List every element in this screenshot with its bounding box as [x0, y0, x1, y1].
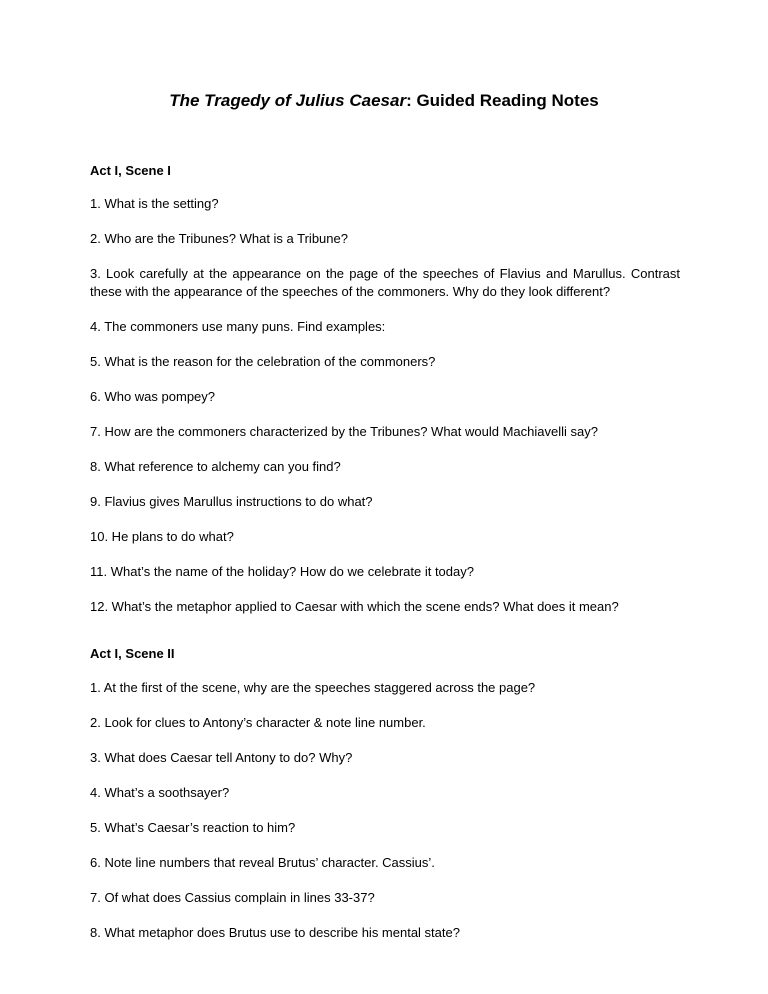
question-item: 8. What metaphor does Brutus use to describe his mental state? [90, 925, 460, 940]
question-item: 7. Of what does Cassius complain in lines 33-37? [90, 890, 375, 905]
question-item: 4. What’s a soothsayer? [90, 785, 230, 800]
question-item: 3. Look carefully at the appearance on the page of the speeches of Flavius and Marullus. Contrast these with the appearance of the speeches of the commoners. Why do they look different? [90, 266, 680, 299]
question-item: 2. Look for clues to Antony’s character & note line number. [90, 715, 426, 730]
question-item: 11. What’s the name of the holiday? How do we celebrate it today? [90, 564, 474, 579]
title-rest: : Guided Reading Notes [406, 91, 599, 110]
question-item: 5. What’s Caesar’s reaction to him? [90, 820, 296, 835]
question-item: 10. He plans to do what? [90, 529, 234, 544]
question-item: 7. How are the commoners characterized by the Tribunes? What would Machiavelli say? [90, 424, 598, 439]
question-item: 3. What does Caesar tell Antony to do? Why? [90, 750, 353, 765]
question-item: 8. What reference to alchemy can you find? [90, 459, 341, 474]
question-item: 2. Who are the Tribunes? What is a Tribune? [90, 231, 348, 246]
question-item: 1. At the first of the scene, why are the speeches staggered across the page? [90, 680, 536, 695]
question-item: 1. What is the setting? [90, 196, 219, 211]
question-item: 12. What’s the metaphor applied to Caesar with which the scene ends? What does it mean? [90, 599, 619, 614]
question-item: 4. The commoners use many puns. Find examples: [90, 319, 386, 334]
section-act1-scene2 [90, 645, 680, 942]
question-item: 9. Flavius gives Marullus instructions to do what? [90, 494, 373, 509]
question-item: 5. What is the reason for the celebration of the commoners? [90, 354, 436, 369]
section-heading: Act I, Scene II [90, 646, 175, 661]
section-heading: Act I, Scene I [90, 163, 171, 178]
page-title [0, 90, 768, 112]
question-item: 6. Who was pompey? [90, 389, 216, 404]
question-list [90, 195, 680, 616]
title-italic: The Tragedy of Julius Caesar [169, 91, 407, 110]
question-list [90, 679, 680, 942]
question-item: 6. Note line numbers that reveal Brutus’ character. Cassius’. [90, 855, 435, 870]
section-act1-scene1 [90, 162, 680, 616]
